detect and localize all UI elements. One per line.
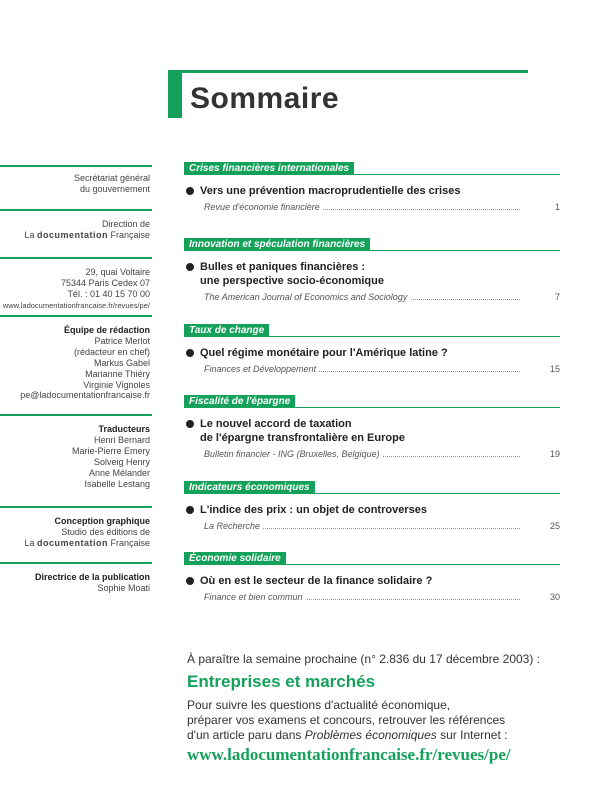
publication-director: Sophie Moati <box>97 583 150 593</box>
article-source: La Recherche <box>204 521 263 531</box>
section-header <box>184 324 560 338</box>
documentation-word: documentation <box>36 230 108 240</box>
divider <box>0 506 152 508</box>
bullet-icon <box>186 420 194 428</box>
promo-line: Pour suivre les questions d'actualité économique, <box>187 698 451 712</box>
title-block <box>168 70 528 130</box>
section-header-label: Fiscalité de l'épargne <box>184 395 295 408</box>
article-title-line: Le nouvel accord de taxation <box>200 418 352 430</box>
toc-section <box>184 552 560 603</box>
promo-text: d'un article paru dans <box>187 728 305 742</box>
la-word: La <box>24 538 35 548</box>
divider <box>0 257 152 259</box>
masthead-email <box>0 380 152 414</box>
page-number: 15 <box>549 364 560 374</box>
la-word: La <box>24 230 35 240</box>
section-header-label: Indicateurs économiques <box>184 481 315 494</box>
promo-text: sur Internet : <box>436 728 508 742</box>
promo-line <box>187 728 587 743</box>
article-title[interactable] <box>184 260 560 288</box>
divider <box>0 209 152 211</box>
design-heading: Conception graphique <box>54 516 150 526</box>
section-header-label: Crises financières internationales <box>184 162 354 175</box>
translators-heading: Traducteurs <box>98 424 150 434</box>
team-heading: Équipe de rédaction <box>63 325 150 335</box>
article-source-row <box>184 591 560 603</box>
website-link[interactable]: www.ladocumentationfrancaise.fr/revues/pe/ <box>2 301 150 310</box>
toc-section <box>184 481 560 532</box>
section-header <box>184 552 560 566</box>
bullet-icon <box>186 263 194 271</box>
masthead-sgg <box>0 165 152 209</box>
section-header <box>184 238 560 252</box>
internet-promo <box>187 698 587 743</box>
toc-section <box>184 324 560 375</box>
translator-name: Anne Mélander <box>88 468 150 478</box>
article-source: Revue d'économie financière <box>204 202 323 212</box>
section-header-label: Innovation et spéculation financières <box>184 238 370 251</box>
masthead-address <box>0 257 152 315</box>
translator-name: Henri Bernard <box>93 435 150 445</box>
article-source-row <box>184 201 560 213</box>
page-number: 19 <box>549 449 560 459</box>
team-member: Virginie Vignoles <box>83 380 150 390</box>
article-title-line: L'indice des prix : un objet de controverses <box>200 504 427 516</box>
article-title[interactable] <box>184 574 560 588</box>
article-title-line: de l'épargne transfrontalière en Europe <box>200 432 405 444</box>
article-source-row <box>184 448 560 460</box>
team-member: Marianne Thiéry <box>85 369 150 379</box>
article-title[interactable] <box>184 503 560 517</box>
article-title-line: Bulles et paniques financières : <box>200 261 366 273</box>
masthead-translators <box>0 414 152 506</box>
page-number: 30 <box>549 592 560 602</box>
translator-name: Isabelle Lestang <box>84 479 150 489</box>
divider <box>0 165 152 167</box>
francaise-word: Française <box>110 538 150 548</box>
bullet-icon <box>186 577 194 585</box>
design-name <box>0 538 150 549</box>
toc-section <box>184 162 560 213</box>
masthead-team <box>0 315 152 390</box>
direction-line: Direction de <box>101 219 150 229</box>
team-member: Markus Gabel <box>93 358 150 368</box>
next-issue-theme: Entreprises et marchés <box>187 672 376 691</box>
masthead <box>0 165 152 598</box>
article-source: Bulletin financier - ING (Bruxelles, Belgique) <box>204 449 383 459</box>
address-line: 29, quai Voltaire <box>85 267 150 277</box>
toc-section <box>184 395 560 460</box>
article-title-line: une perspective socio-économique <box>200 275 384 287</box>
section-header-label: Taux de change <box>184 324 269 337</box>
section-header <box>184 162 560 176</box>
article-title[interactable] <box>184 346 560 360</box>
article-title-line: Vers une prévention macroprudentielle des crises <box>200 185 461 197</box>
email-link[interactable]: pe@ladocumentationfrancaise.fr <box>20 390 150 400</box>
title-rule <box>168 70 528 73</box>
section-header-label: Économie solidaire <box>184 552 286 565</box>
article-source: Finance et bien commun <box>204 592 306 602</box>
translator-name: Marie-Pierre Emery <box>71 446 150 456</box>
documentation-word: documentation <box>36 538 108 548</box>
article-title[interactable] <box>184 417 560 445</box>
design-line: Studio des éditions de <box>61 527 150 537</box>
promo-line: préparer vos examens et concours, retrouver les références <box>187 713 506 727</box>
next-issue-block <box>187 652 587 765</box>
direction-name <box>0 230 150 241</box>
team-member: (rédacteur en chef) <box>73 347 150 357</box>
title-accent-bar <box>168 70 182 118</box>
article-source-row <box>184 520 560 532</box>
website-url-link[interactable]: www.ladocumentationfrancaise.fr/revues/pe/ <box>187 745 511 764</box>
page-title: Sommaire <box>190 82 340 115</box>
article-source: Finances et Développement <box>204 364 319 374</box>
masthead-direction <box>0 209 152 257</box>
page-number: 25 <box>549 521 560 531</box>
translator-name: Solveig Henry <box>93 457 150 467</box>
masthead-design <box>0 506 152 562</box>
sgg-line: Secrétariat général <box>73 173 150 183</box>
toc-section <box>184 238 560 303</box>
bullet-icon <box>186 349 194 357</box>
divider <box>0 315 152 317</box>
article-source-row <box>184 291 560 303</box>
section-header <box>184 395 560 409</box>
divider <box>0 562 152 564</box>
masthead-publication <box>0 562 152 598</box>
bullet-icon <box>186 506 194 514</box>
article-source-row <box>184 363 560 375</box>
next-issue-announcement: À paraître la semaine prochaine (n° 2.836 du 17 décembre 2003) : <box>187 652 541 666</box>
article-title-line: Où en est le secteur de la finance solidaire ? <box>200 575 433 587</box>
publication-heading: Directrice de la publication <box>34 572 150 582</box>
article-title[interactable] <box>184 184 560 198</box>
francaise-word: Française <box>110 230 150 240</box>
page-number: 1 <box>554 202 560 212</box>
section-header <box>184 481 560 495</box>
team-member: Patrice Merlot <box>94 336 150 346</box>
article-title-line: Quel régime monétaire pour l'Amérique latine ? <box>200 347 448 359</box>
magazine-name: Problèmes économiques <box>304 728 437 742</box>
phone-line: Tél. : 01 40 15 70 00 <box>67 289 150 299</box>
article-source: The American Journal of Economics and Sociology <box>204 292 410 302</box>
divider <box>0 414 152 416</box>
sgg-line: du gouvernement <box>79 184 150 194</box>
bullet-icon <box>186 187 194 195</box>
address-line: 75344 Paris Cedex 07 <box>60 278 150 288</box>
page-number: 7 <box>554 292 560 302</box>
